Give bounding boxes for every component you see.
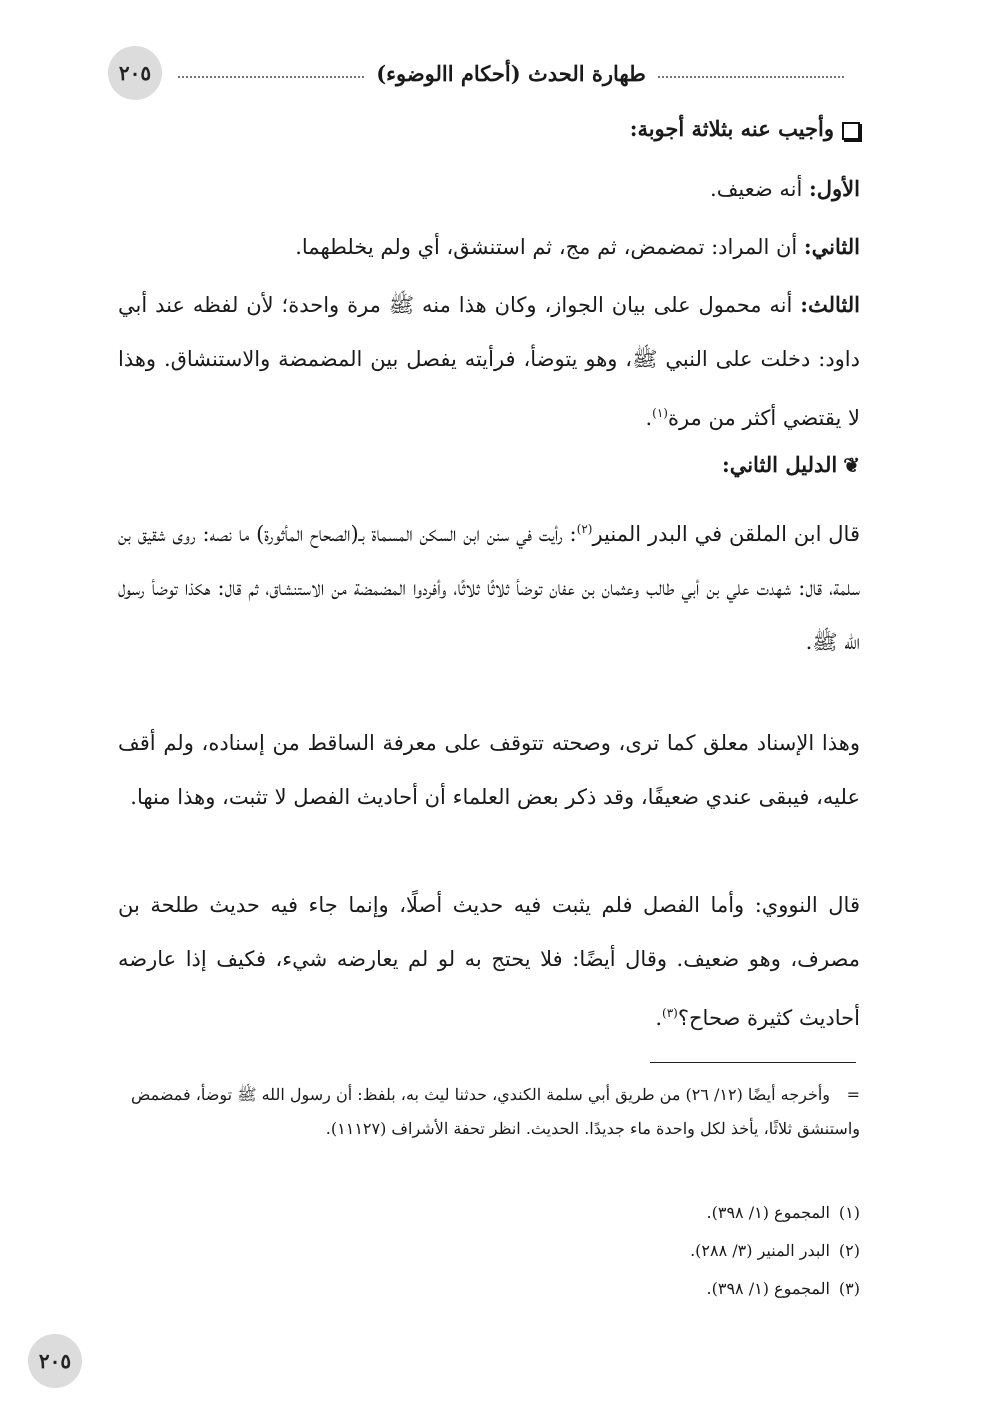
- footnote-separator: [650, 1062, 856, 1063]
- footnote-ref-3: (٣): [662, 1006, 678, 1020]
- first-label: الأول:: [809, 176, 860, 201]
- footnote-continuation: [118, 1078, 860, 1146]
- third-end: .: [645, 406, 653, 430]
- paragraph-isnad: [118, 716, 860, 824]
- first-text: أنه ضعيف.: [710, 177, 810, 201]
- header-dots-right: [658, 76, 844, 78]
- footnote-item: [118, 1234, 860, 1268]
- footnote-text: البدر المنير (٣/ ٢٨٨).: [690, 1241, 830, 1260]
- continuation-text: وأخرجه أيضًا (١٢/ ٢٦) من طريق أبي سلمة الكندي، حدثنا ليث به، بلفظ: أن رسول الله ﷺ توضأ، فمضمض واستنشق ثلاثًا، يأخذ لكل واحدة ماء جديدًا. الحديث. انظر تحفة الأشراف (١١١٢٧).: [131, 1085, 860, 1138]
- answer-heading-text: وأجيب عنه بثلاثة أجوبة:: [629, 116, 834, 141]
- header-page-number: [108, 46, 162, 100]
- second-text: أن المراد: تمضمض، ثم مج، ثم استنشق، أي ولم يخلطهما.: [295, 235, 804, 259]
- footnote-marker: (٢): [838, 1241, 860, 1260]
- footnote-item: [118, 1196, 860, 1230]
- running-title: طهارة الحدث (أحكام االوضوء): [376, 60, 646, 86]
- para3-end: .: [655, 1006, 663, 1030]
- para1-text-b: : رأيت في سنن ابن السكن المسماة بـ(الصحاح المأثورة) ما نصه: روى شقيق بن سلمة، قال: شهدت علي بن أبي طالب وعثمان بن عفان توضأ ثلاثًا ثلاثًا، وأفردوا المضمضة من الاستنشاق، ثم قال: هكذا توضأ رسول الله ﷺ.: [118, 522, 860, 654]
- footnote-ref-1: (١): [652, 406, 668, 420]
- footnote-marker: (٣): [838, 1279, 860, 1298]
- second-evidence-heading: [722, 452, 860, 477]
- para3-text: قال النووي: وأما الفصل فلم يثبت فيه حديث أصلًا، وإنما جاء فيه حديث طلحة بن مصرف، وهو ضعيف. وقال أيضًا: فلا يحتج به لو لم يعارضه شيء، فكيف إذا عارضه أحاديث كثيرة صحاح؟: [118, 893, 860, 1030]
- para1-text-a: قال ابن الملقن في البدر المنير: [592, 522, 860, 546]
- footer-page-number: [28, 1334, 82, 1388]
- para2-text: وهذا الإسناد معلق كما ترى، وصحته تتوقف على معرفة الساقط من إسناده، ولم أقف عليه، فيبقى عندي ضعيفًا، وقد ذكر بعض العلماء أن أحاديث الفصل لا تثبت، وهذا منها.: [118, 731, 860, 809]
- footer-page-number-text: ٢٠٥: [38, 1349, 72, 1373]
- running-header: [178, 56, 844, 90]
- second-label: الثاني:: [803, 234, 860, 259]
- header-dots-left: [178, 76, 364, 78]
- paragraph-ibn-mulaqqin: [118, 502, 860, 669]
- third-answer: [118, 278, 860, 445]
- footnote-marker: (١): [838, 1203, 860, 1222]
- footnote-item: [118, 1272, 860, 1306]
- footnote-text: المجموع (١/ ٣٩٨).: [706, 1203, 830, 1222]
- checkbox-icon: [842, 122, 860, 140]
- second-evidence-heading-text: الدليل الثاني:: [721, 452, 838, 477]
- continuation-marker: =: [846, 1085, 860, 1104]
- footnote-text: المجموع (١/ ٣٩٨).: [706, 1279, 830, 1298]
- third-text: أنه محمول على بيان الجواز، وكان هذا منه ﷺ مرة واحدة؛ لأن لفظه عند أبي داود: دخلت على النبي ﷺ، وهو يتوضأ، فرأيته يفصل بين المضمضة والاستنشاق. وهذا لا يقتضي أكثر من مرة: [118, 293, 860, 430]
- leaf-icon: ❦: [843, 453, 860, 477]
- answer-heading: [630, 116, 860, 141]
- paragraph-nawawi: [118, 878, 860, 1045]
- third-label: الثالث:: [800, 292, 860, 317]
- footnote-ref-2: (٢): [576, 522, 593, 536]
- second-answer: [295, 234, 860, 259]
- first-answer: [710, 176, 860, 201]
- header-page-number-text: ٢٠٥: [118, 61, 152, 85]
